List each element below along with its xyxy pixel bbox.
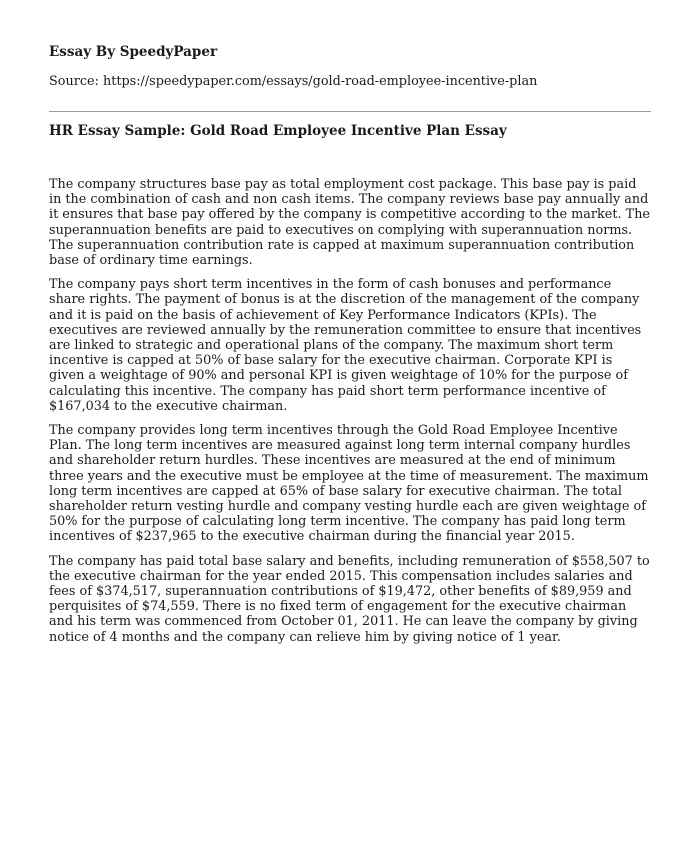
header-divider	[49, 111, 651, 112]
paragraph-base-pay: The company structures base pay as total employment cost package. This base pay is paid in the combination of cash and non cash items. The company reviews base pay annually and it ensures that base pay offered by the company is competitive according to the market. The superannuation benefits are paid to executives on complying with superannuation norms. The superannuation contribution rate is capped at maximum superannuation contribution base of ordinary time earnings.	[49, 177, 651, 269]
paragraph-total-compensation: The company has paid total base salary and benefits, including remuneration of $558,507 to the executive chairman for the year ended 2015. This compensation includes salaries and fees of $374,517, superannuation contributions of $19,472, other benefits of $89,959 and perquisites of $74,559. There is no fixed term of engagement for the executive chairman and his term was commenced from October 01, 2011. He can leave the company by giving notice of 4 months and the company can relieve him by giving notice of 1 year.	[49, 553, 650, 645]
essay-author-line: Essay By SpeedyPaper	[49, 44, 218, 60]
paragraph-short-term-incentives: The company pays short term incentives in the form of cash bonuses and performance share rights. The payment of bonus is at the discretion of the management of the company and it is paid on the basis of achievement of Key Performance Indicators (KPIs). The executives are reviewed annually by the remuneration committee to ensure that incentives are linked to strategic and operational plans of the company. The maximum short term incentive is capped at 50% of base salary for the executive chairman. Corporate KPI is given a weightage of 90% and personal KPI is given weightage of 10% for the purpose of calculating this incentive. The company has paid short term performance incentive of $167,034 to the executive chairman.	[49, 277, 642, 414]
essay-body	[49, 177, 651, 645]
source-line: Source: https://speedypaper.com/essays/gold-road-employee-incentive-plan	[49, 74, 538, 89]
paragraph-long-term-incentives: The company provides long term incentives through the Gold Road Employee Incentive Plan. The long term incentives are measured against long term internal company hurdles and shareholder return hurdles. These incentives are measured at the end of minimum three years and the executive must be employee at the time of measurement. The maximum long term incentives are capped at 65% of base salary for executive chairman. The total shareholder return vesting hurdle and company vesting hurdle each are given weightage of 50% for the purpose of calculating long term incentive. The company has paid long term incentives of $237,965 to the executive chairman during the financial year 2015.	[49, 423, 649, 545]
essay-title: HR Essay Sample: Gold Road Employee Incentive Plan Essay	[49, 123, 507, 139]
